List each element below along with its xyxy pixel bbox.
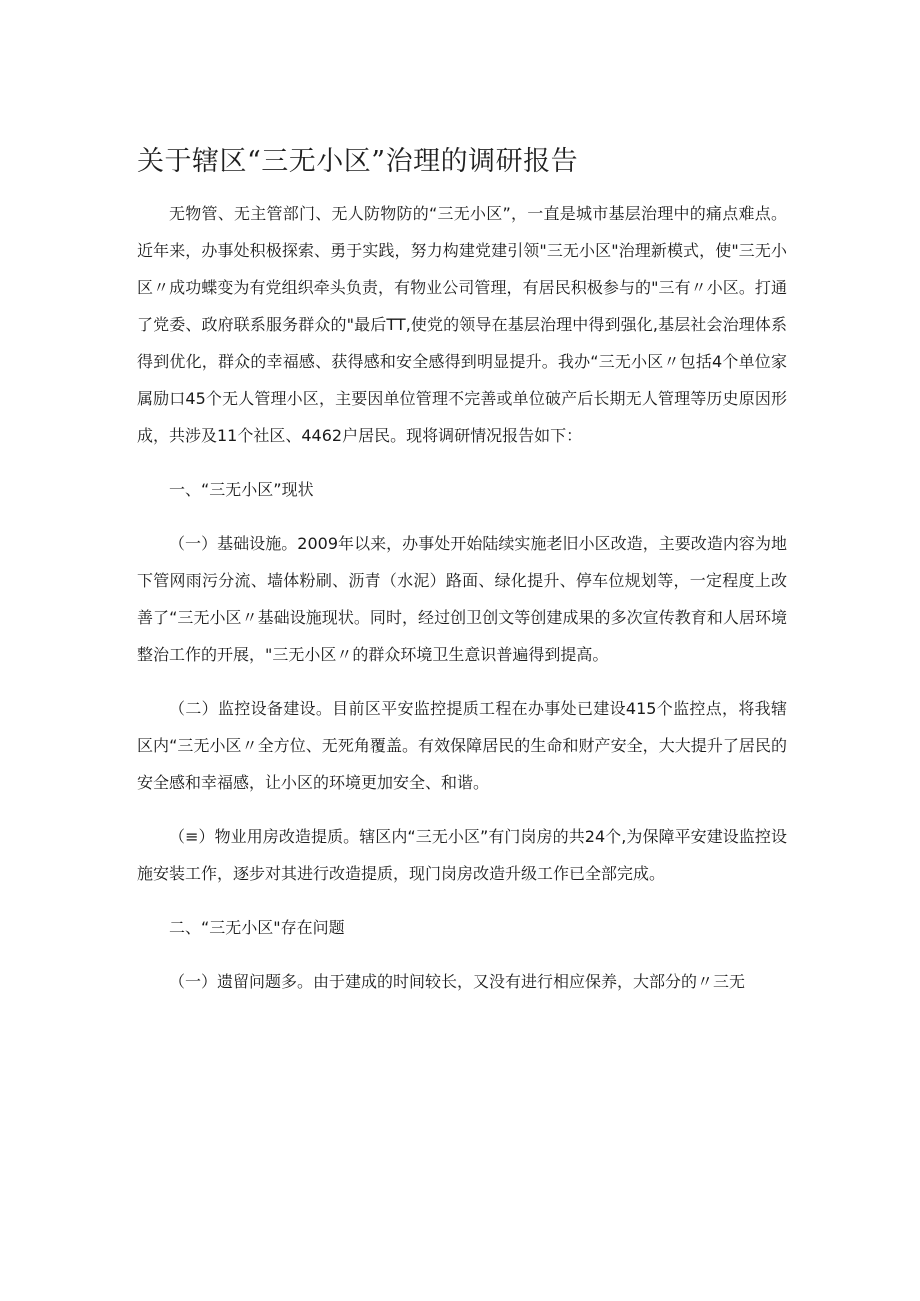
paragraph-legacy-issues: （一）遗留问题多。由于建成的时间较长，又没有进行相应保养，大部分的〃三无 — [169, 972, 746, 991]
section-heading-status: 一、“三无小区”现状 — [169, 480, 314, 499]
section-heading-problems: 二、“三无小区"存在问题 — [169, 918, 345, 937]
document-title: 关于辖区“三无小区”治理的调研报告 — [137, 146, 579, 177]
paragraph-monitoring: （二）监控设备建设。目前区平安监控提质工程在办事处已建设415个监控点，将我辖区内“三无小区〃全方位、无死角覆盖。有效保障居民的生命和财产安全，大大提升了居民的安全感和幸福感，让小区的环境更加安全、和谐。 — [137, 699, 787, 792]
paragraph-property-rooms: （≡）物业用房改造提质。辖区内“三无小区”有门岗房的共24个,为保障平安建设监控设施安装工作，逐步对其进行改造提质，现门岗房改造升级工作已全部完成。 — [137, 827, 787, 883]
paragraph-infrastructure: （一）基础设施。2009年以来，办事处开始陆续实施老旧小区改造，主要改造内容为地下管网雨污分流、墙体粉刷、沥青（水泥）路面、绿化提升、停车位规划等，一定程度上改善了“三无小区〃基础设施现状。同时，经过创卫创文等创建成果的多次宣传教育和人居环境整治工作的开展，"三无小区〃的群众环境卫生意识普遍得到提高。 — [137, 534, 787, 664]
paragraph-intro: 无物管、无主管部门、无人防物防的“三无小区”，一直是城市基层治理中的痛点难点。近年来，办事处积极探索、勇于实践，努力构建党建引领"三无小区"治理新模式，使"三无小区〃成功蝶变为有党组织牵头负责，有物业公司管理，有居民积极参与的"三有〃小区。打通了党委、政府联系服务群众的"最后TT,使党的领导在基层治理中得到强化,基层社会治理体系得到优化，群众的幸福感、获得感和安全感得到明显提升。我办“三无小区〃包括4个单位家属励口45个无人管理小区，主要因单位管理不完善或单位破产后长期无人管理等历史原因形成，共涉及11个社区、4462户居民。现将调研情况报告如下： — [137, 204, 787, 445]
document-body — [137, 195, 787, 1000]
